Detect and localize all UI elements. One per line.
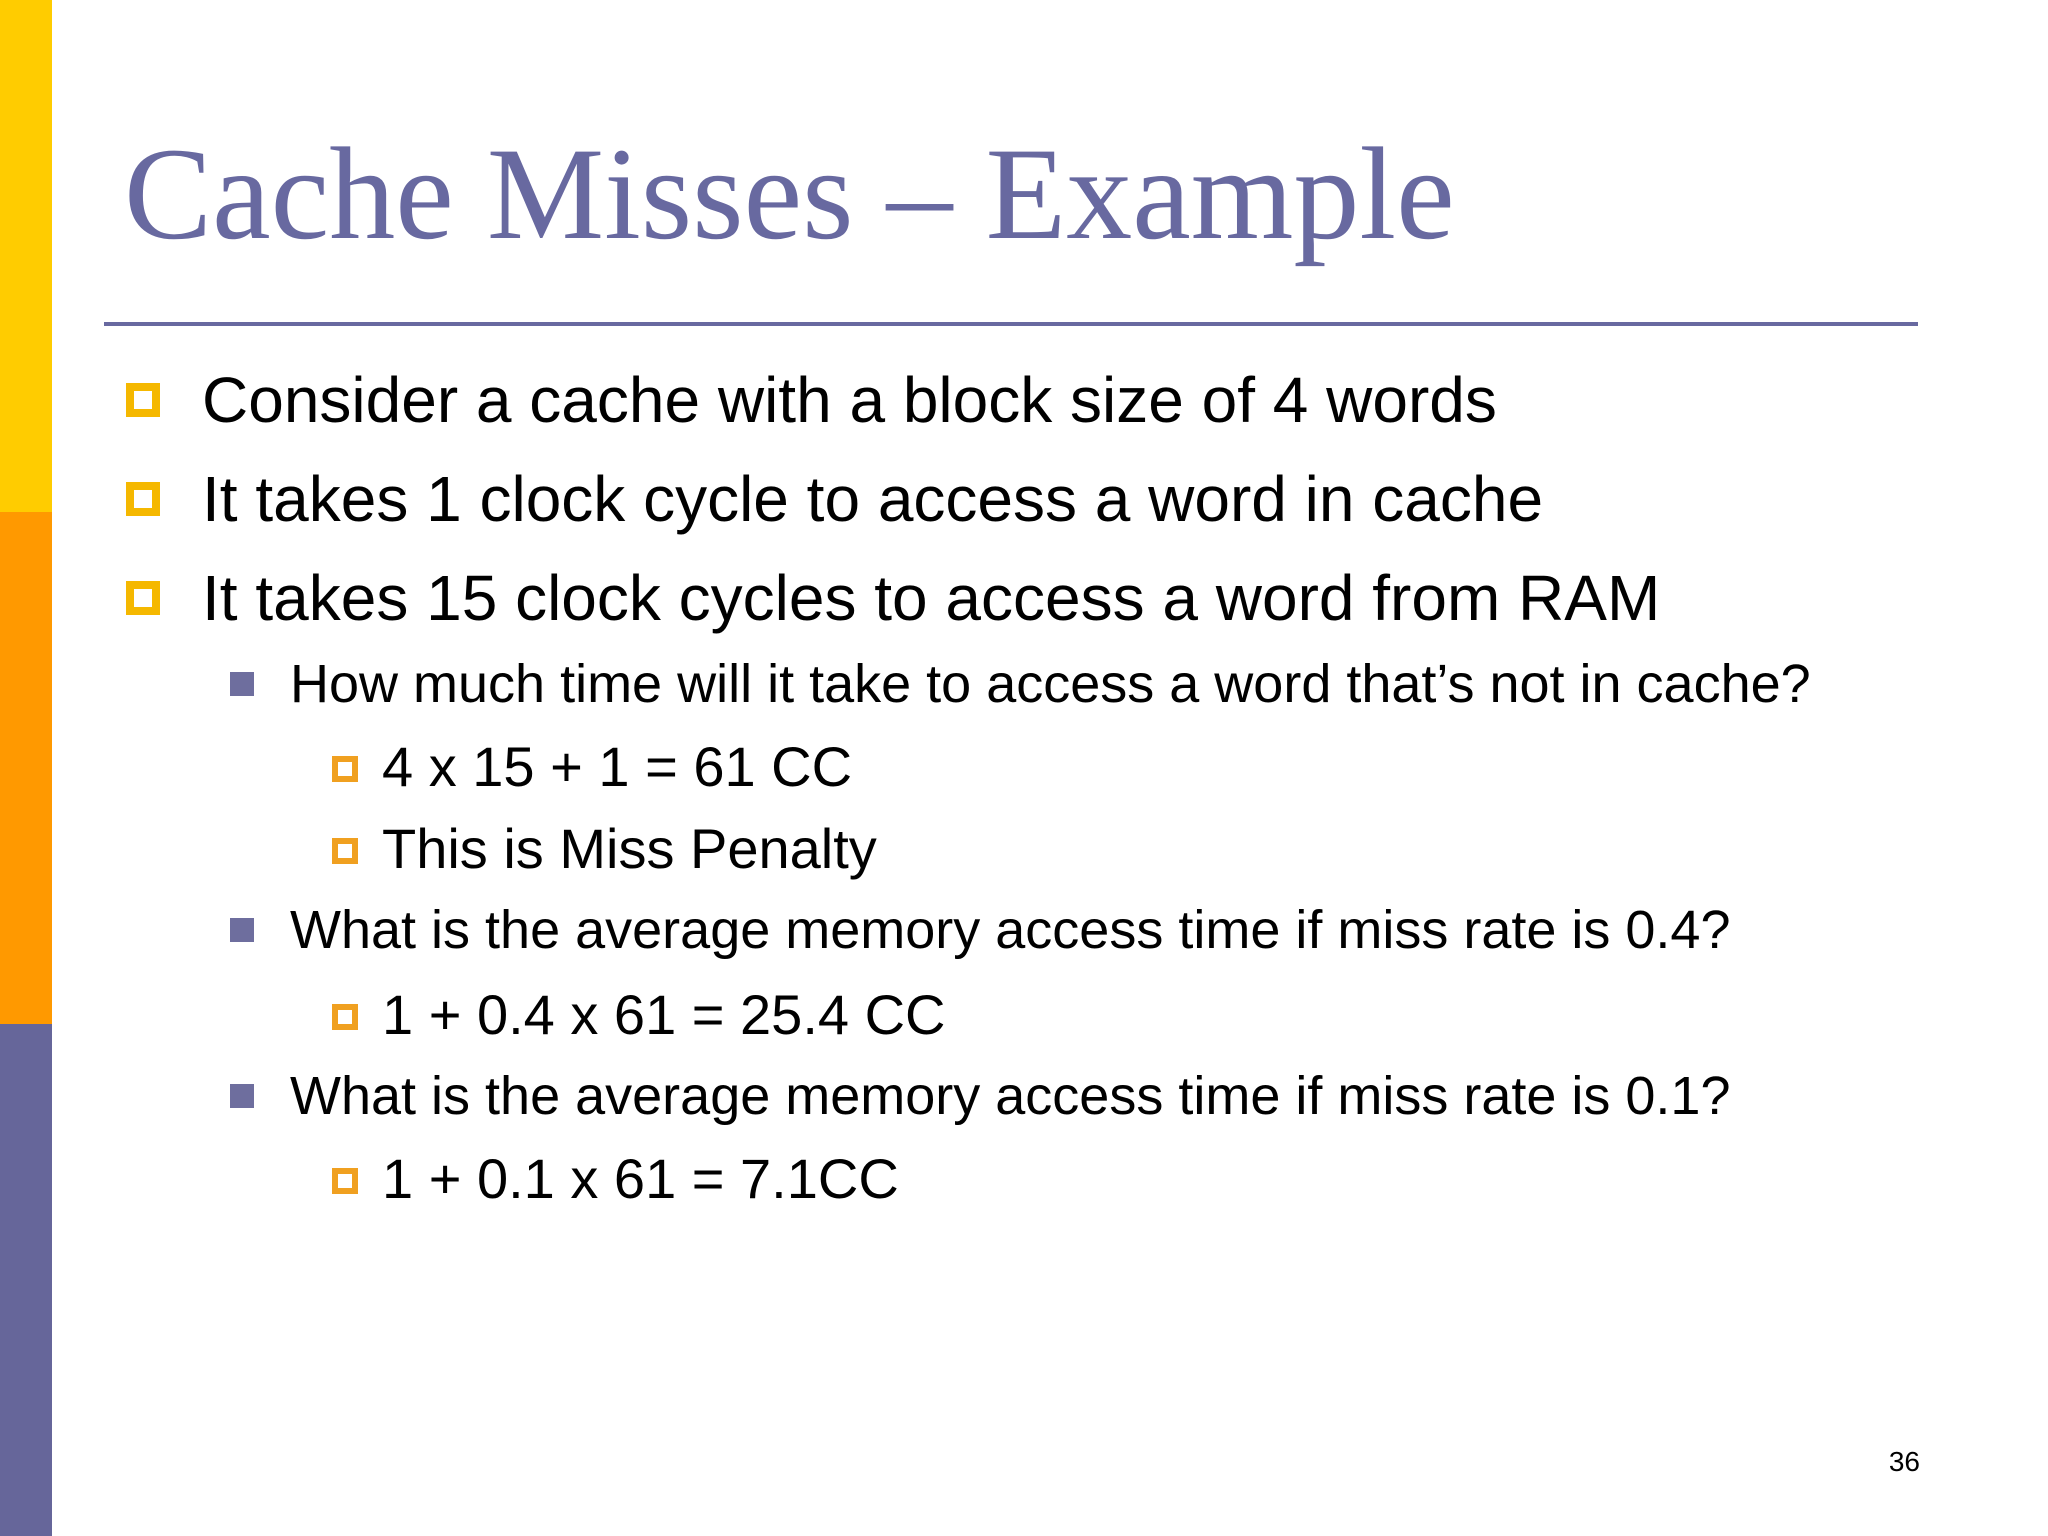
- bullet-text: 1 + 0.4 x 61 = 25.4 CC: [382, 983, 946, 1046]
- slide-title: Cache Misses – Example: [124, 120, 1455, 267]
- bullet-text: Consider a cache with a block size of 4 words: [202, 364, 1497, 436]
- solid-square-bullet-icon: [230, 918, 254, 942]
- bullet-text: It takes 1 clock cycle to access a word in cache: [202, 463, 1544, 535]
- solid-square-bullet-icon: [230, 672, 254, 696]
- hollow-square-bullet-icon: [332, 756, 358, 782]
- bullet-text: 1 + 0.1 x 61 = 7.1CC: [382, 1147, 899, 1210]
- hollow-square-bullet-icon: [332, 1004, 358, 1030]
- hollow-square-bullet-icon: [126, 581, 160, 615]
- bullet-text: This is Miss Penalty: [382, 817, 877, 880]
- hollow-square-bullet-icon: [332, 838, 358, 864]
- bullet-text: What is the average memory access time if miss rate is 0.4?: [290, 900, 1731, 960]
- bullet-text: What is the average memory access time if miss rate is 0.1?: [290, 1066, 1731, 1126]
- hollow-square-bullet-icon: [126, 383, 160, 417]
- hollow-square-bullet-icon: [332, 1168, 358, 1194]
- bullet-text: How much time will it take to access a word that’s not in cache?: [290, 654, 1811, 714]
- bullet-text: 4 x 15 + 1 = 61 CC: [382, 735, 853, 798]
- page-number: 36: [1888, 1446, 1920, 1477]
- hollow-square-bullet-icon: [126, 482, 160, 516]
- bullet-text: It takes 15 clock cycles to access a word from RAM: [202, 562, 1661, 634]
- solid-square-bullet-icon: [230, 1084, 254, 1108]
